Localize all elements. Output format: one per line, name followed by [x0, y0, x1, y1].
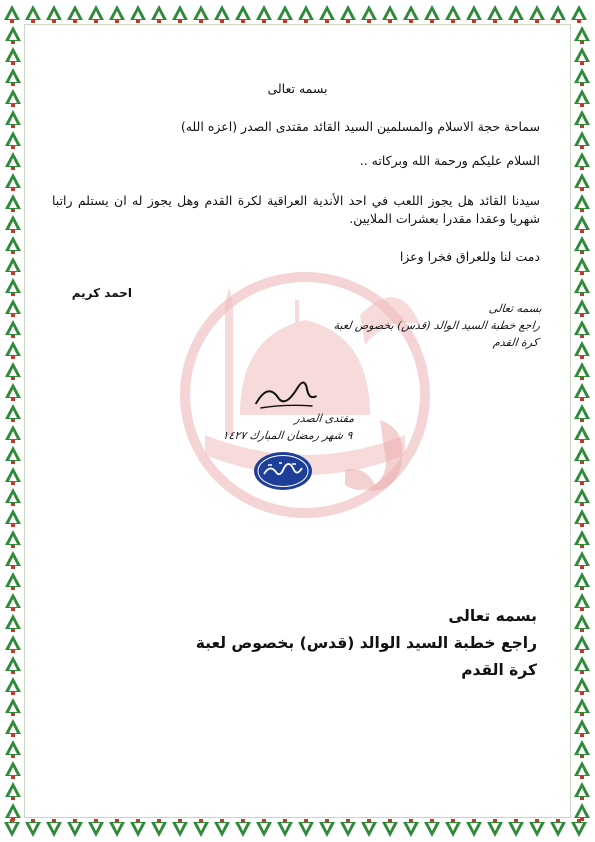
border-motif-icon [382, 819, 398, 837]
border-motif-icon [5, 26, 21, 44]
border-motif-icon [529, 5, 545, 23]
border-motif-icon [574, 803, 590, 821]
border-motif-icon [5, 677, 21, 695]
border-motif-icon [487, 5, 503, 23]
handwritten-line: راجع خطبة السيد الوالد (قدس) بخصوص لعبة [333, 319, 541, 333]
handwritten-line: كرة القدم [492, 336, 539, 350]
border-motif-icon [67, 819, 83, 837]
typed-reply-subject: كرة القدم [461, 661, 537, 680]
border-motif-icon [5, 740, 21, 758]
border-motif-icon [574, 656, 590, 674]
border-motif-icon [574, 362, 590, 380]
border-motif-icon [574, 194, 590, 212]
border-motif-icon [574, 677, 590, 695]
border-motif-icon [574, 698, 590, 716]
border-motif-icon [574, 236, 590, 254]
border-motif-icon [574, 404, 590, 422]
border-motif-icon [466, 5, 482, 23]
letter-sender: احمد كريم [71, 286, 132, 300]
border-motif-icon [5, 257, 21, 275]
border-motif-icon [214, 5, 230, 23]
border-motif-icon [445, 819, 461, 837]
decorative-border-left [0, 0, 26, 842]
border-motif-icon [487, 819, 503, 837]
border-motif-icon [445, 5, 461, 23]
border-motif-icon [424, 819, 440, 837]
border-motif-icon [574, 635, 590, 653]
border-motif-icon [214, 819, 230, 837]
border-motif-icon [5, 509, 21, 527]
letter-salutation: سماحة حجة الاسلام والمسلمين السيد القائد مقتدى الصدر (اعزه الله) [180, 119, 540, 134]
border-motif-icon [340, 5, 356, 23]
border-motif-icon [574, 488, 590, 506]
letter-closing: دمت لنا وللعراق فخرا وعزا [399, 249, 540, 264]
border-motif-icon [529, 819, 545, 837]
border-motif-icon [574, 446, 590, 464]
border-motif-icon [25, 5, 41, 23]
border-motif-icon [5, 698, 21, 716]
border-motif-icon [193, 819, 209, 837]
border-motif-icon [574, 572, 590, 590]
border-motif-icon [361, 5, 377, 23]
border-motif-icon [256, 819, 272, 837]
border-motif-icon [319, 5, 335, 23]
border-motif-icon [574, 740, 590, 758]
border-motif-icon [130, 819, 146, 837]
border-motif-icon [5, 110, 21, 128]
handwritten-reply [237, 300, 542, 351]
border-motif-icon [319, 819, 335, 837]
border-motif-icon [574, 152, 590, 170]
border-motif-icon [130, 5, 146, 23]
signature-date: ٩ شهر رمضان المبارك ١٤٢٧ [221, 429, 354, 443]
border-motif-icon [67, 5, 83, 23]
border-motif-icon [46, 819, 62, 837]
border-motif-icon [109, 5, 125, 23]
border-motif-icon [172, 5, 188, 23]
border-motif-icon [5, 236, 21, 254]
border-motif-icon [574, 257, 590, 275]
border-motif-icon [5, 320, 21, 338]
border-motif-icon [574, 530, 590, 548]
border-motif-icon [382, 5, 398, 23]
border-motif-icon [574, 551, 590, 569]
border-motif-icon [574, 425, 590, 443]
signature-scribble-icon [250, 378, 323, 410]
border-motif-icon [5, 656, 21, 674]
border-motif-icon [574, 593, 590, 611]
border-motif-icon [424, 5, 440, 23]
decorative-border-bottom [0, 816, 595, 842]
border-motif-icon [574, 47, 590, 65]
decorative-border-top [0, 0, 595, 26]
border-motif-icon [298, 5, 314, 23]
border-motif-icon [5, 782, 21, 800]
decorative-border-right [569, 0, 595, 842]
handwritten-line: بسمه تعالى [488, 302, 543, 315]
border-motif-icon [5, 383, 21, 401]
border-motif-icon [5, 278, 21, 296]
border-motif-icon [550, 5, 566, 23]
border-motif-icon [256, 5, 272, 23]
border-motif-icon [574, 215, 590, 233]
border-motif-icon [574, 110, 590, 128]
border-motif-icon [574, 131, 590, 149]
border-motif-icon [550, 819, 566, 837]
border-motif-icon [5, 467, 21, 485]
border-motif-icon [88, 5, 104, 23]
border-motif-icon [5, 446, 21, 464]
border-motif-icon [574, 761, 590, 779]
border-motif-icon [88, 819, 104, 837]
border-motif-icon [574, 383, 590, 401]
border-motif-icon [5, 341, 21, 359]
border-motif-icon [46, 5, 62, 23]
border-motif-icon [574, 26, 590, 44]
border-motif-icon [151, 5, 167, 23]
border-motif-icon [574, 614, 590, 632]
border-motif-icon [5, 635, 21, 653]
border-motif-icon [5, 425, 21, 443]
border-motif-icon [5, 530, 21, 548]
border-motif-icon [574, 719, 590, 737]
border-motif-icon [5, 803, 21, 821]
border-motif-icon [574, 278, 590, 296]
typed-reply-heading: بسمه تعالى [448, 607, 537, 625]
border-motif-icon [361, 819, 377, 837]
border-motif-icon [109, 819, 125, 837]
border-motif-icon [5, 362, 21, 380]
border-motif-icon [574, 341, 590, 359]
border-motif-icon [5, 551, 21, 569]
border-motif-icon [5, 593, 21, 611]
signature-block [212, 378, 359, 444]
border-motif-icon [5, 194, 21, 212]
border-motif-icon [277, 5, 293, 23]
border-motif-icon [508, 5, 524, 23]
typed-reply-instruction: راجع خطبة السيد الوالد (قدس) بخصوص لعبة [195, 634, 537, 653]
border-motif-icon [5, 404, 21, 422]
border-motif-icon [5, 719, 21, 737]
border-motif-icon [235, 5, 251, 23]
border-motif-icon [235, 819, 251, 837]
border-motif-icon [574, 299, 590, 317]
border-motif-icon [5, 299, 21, 317]
border-motif-icon [151, 819, 167, 837]
border-motif-icon [403, 5, 419, 23]
letter-question: سيدنا القائد هل يجوز اللعب في احد الأندية العراقية لكرة القدم وهل يجوز له ان يستلم راتبا شهريا وعقدا مقدرا بعشرات الملايين. [52, 193, 540, 227]
letter-greeting: السلام عليكم ورحمة الله وبركاته .. [359, 153, 540, 168]
border-motif-icon [172, 819, 188, 837]
border-motif-icon [5, 572, 21, 590]
typed-reply [196, 603, 537, 684]
border-motif-icon [5, 47, 21, 65]
border-motif-icon [574, 173, 590, 191]
letter-heading: بسمه تعالى [267, 81, 328, 96]
border-motif-icon [574, 782, 590, 800]
border-motif-icon [193, 5, 209, 23]
border-motif-icon [574, 467, 590, 485]
border-motif-icon [5, 761, 21, 779]
border-motif-icon [340, 819, 356, 837]
border-motif-icon [5, 152, 21, 170]
official-seal-icon [252, 450, 314, 492]
border-motif-icon [403, 819, 419, 837]
border-motif-icon [5, 173, 21, 191]
border-motif-icon [5, 614, 21, 632]
border-motif-icon [466, 819, 482, 837]
border-motif-icon [25, 819, 41, 837]
border-motif-icon [5, 215, 21, 233]
border-motif-icon [298, 819, 314, 837]
border-motif-icon [508, 819, 524, 837]
border-motif-icon [5, 488, 21, 506]
signature-name: مقتدى الصدر [293, 412, 355, 425]
border-motif-icon [277, 819, 293, 837]
border-motif-icon [574, 509, 590, 527]
border-motif-icon [574, 320, 590, 338]
border-motif-icon [5, 131, 21, 149]
